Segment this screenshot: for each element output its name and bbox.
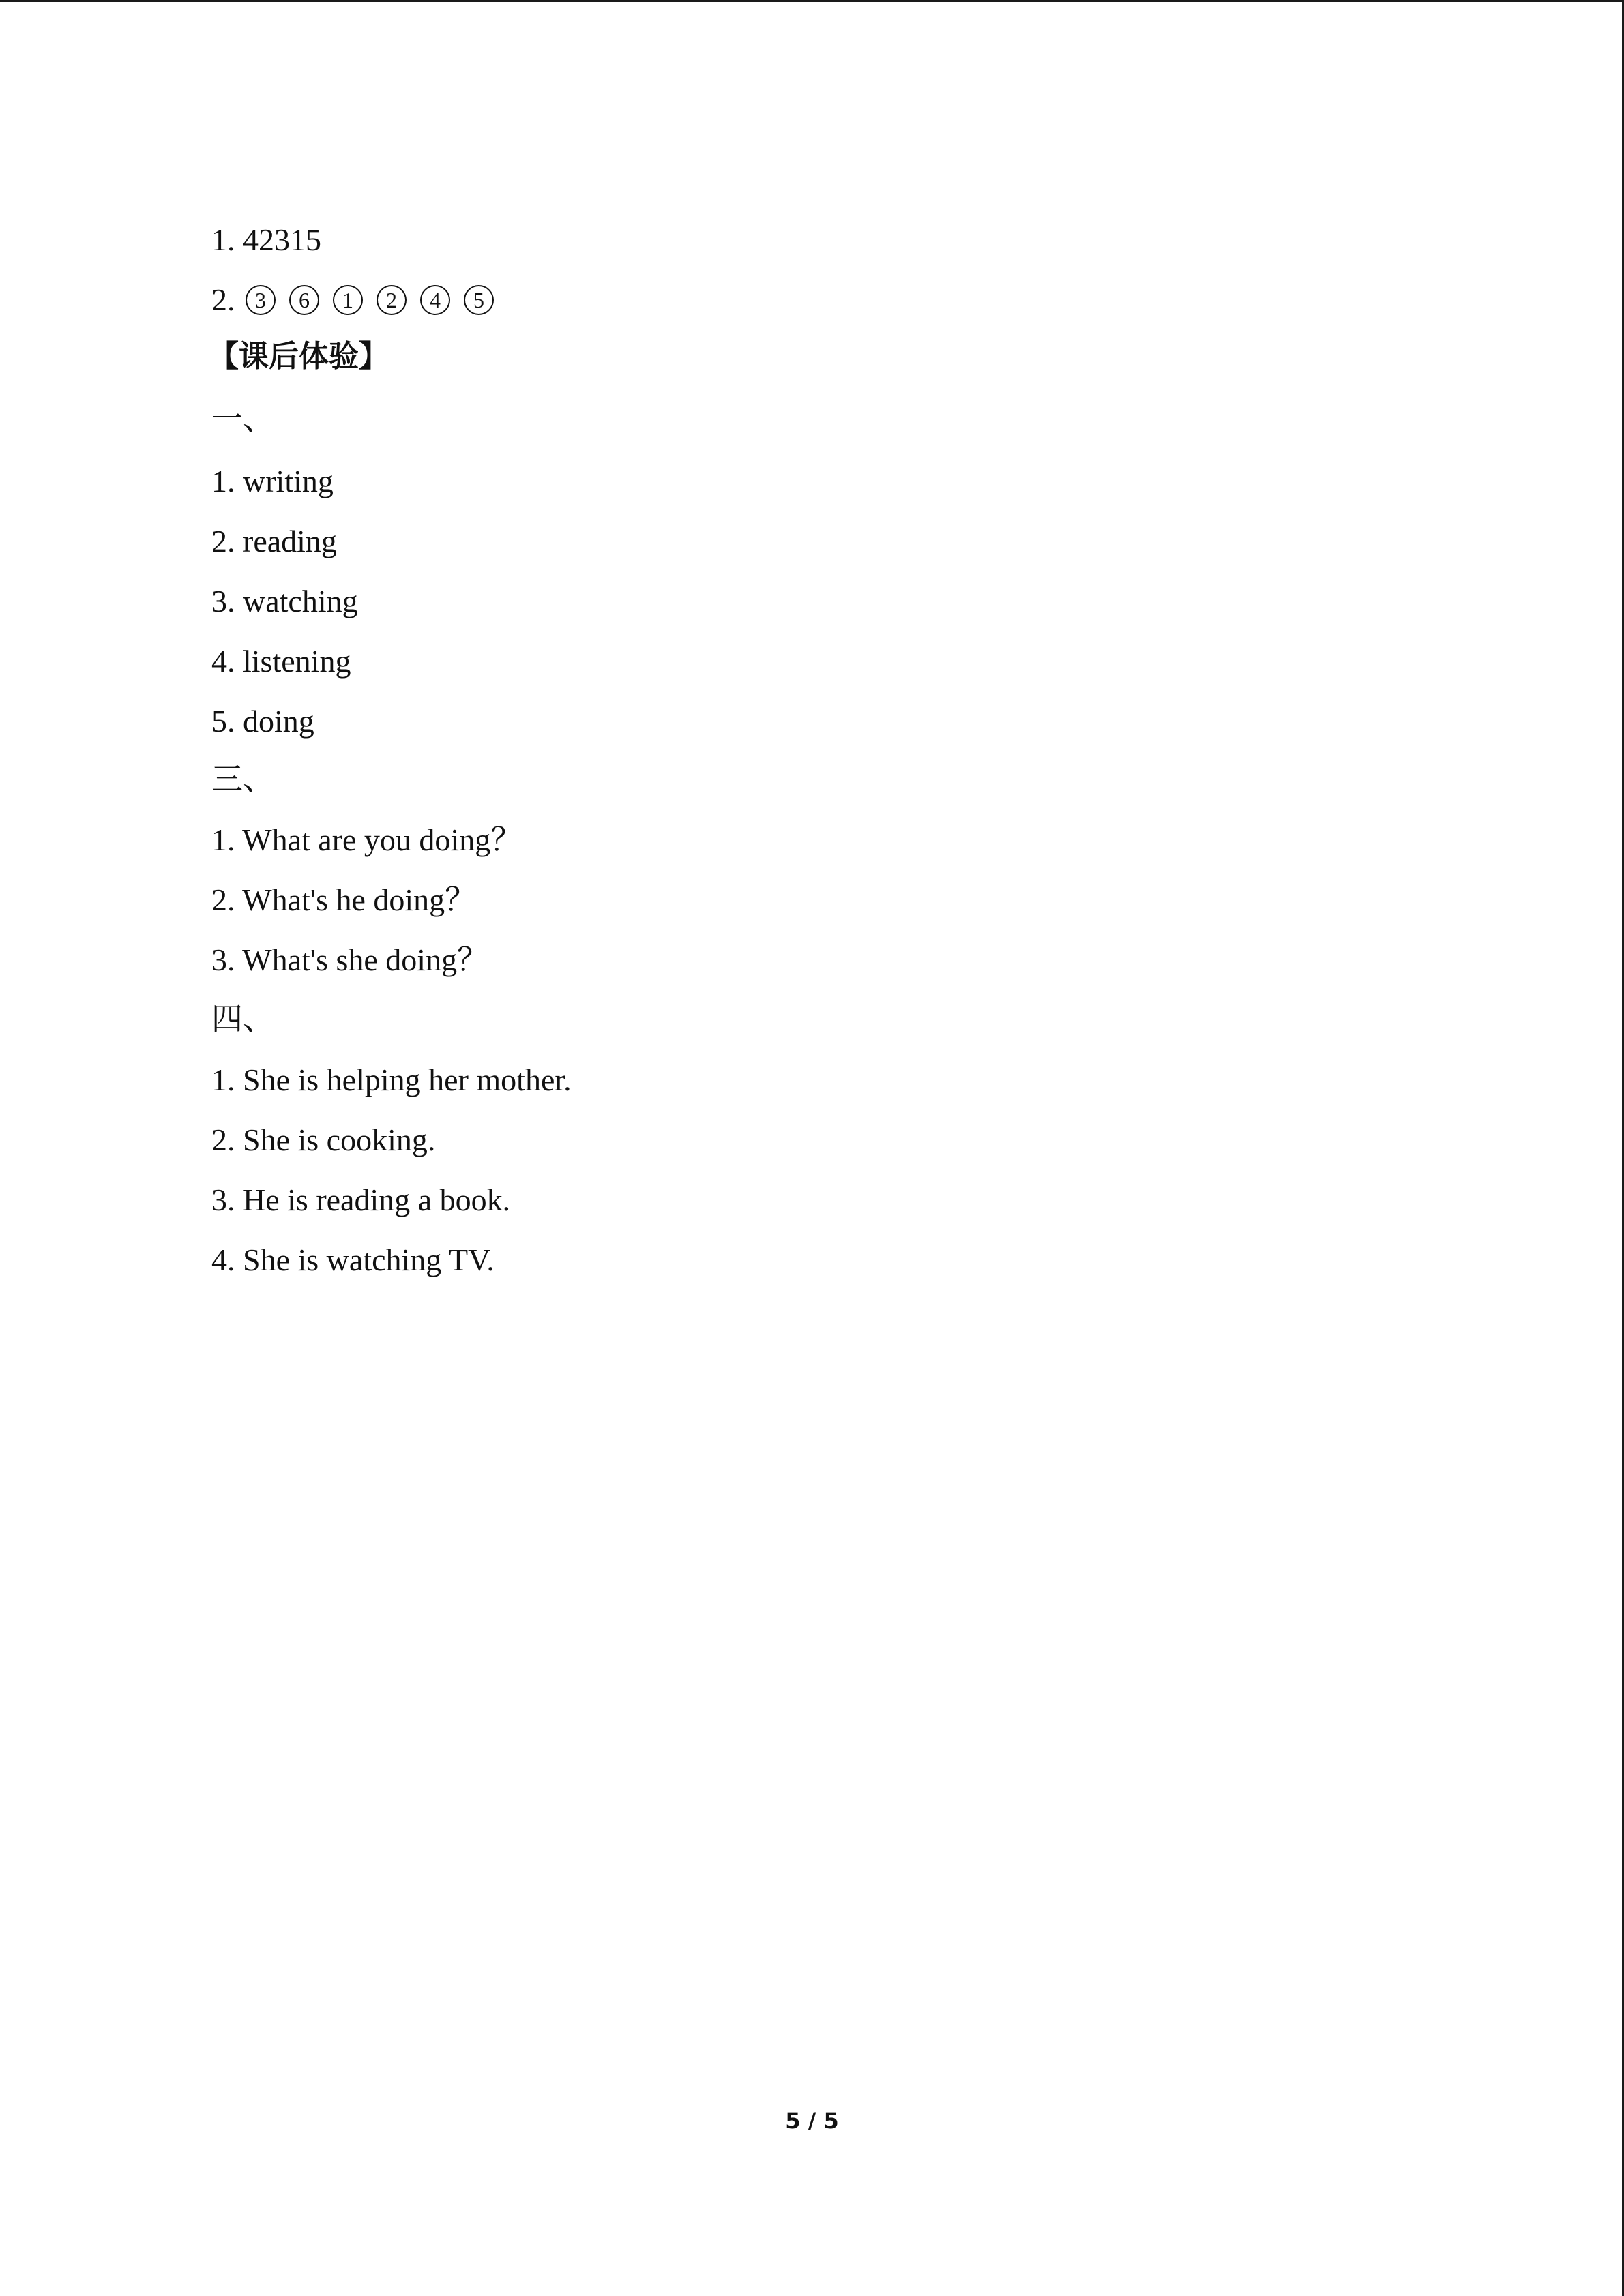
circled-number: 5 xyxy=(464,285,494,315)
circled-number: 1 xyxy=(333,285,363,315)
circled-number: 4 xyxy=(420,285,450,315)
page-number: 5 / 5 xyxy=(785,2108,839,2134)
list-item: 4. listening xyxy=(211,644,351,679)
list-item: 4. She is watching TV. xyxy=(211,1242,494,1277)
answer-line-1: 1. 42315 xyxy=(211,222,321,257)
circled-number: 2 xyxy=(377,285,407,315)
answer-line-2 xyxy=(211,284,507,318)
list-item: 2. What's he doing？ xyxy=(211,882,477,917)
list-item: 2. She is cooking. xyxy=(211,1122,436,1157)
list-item: 3. watching xyxy=(211,584,358,618)
answer-line-2-prefix: 2. xyxy=(211,282,235,317)
list-item: 1. writing xyxy=(211,464,334,498)
section-heading: 【课后体验】 xyxy=(209,339,389,374)
circled-number-list xyxy=(243,282,507,317)
list-item: 3. What's she doing？ xyxy=(211,942,489,977)
list-item: 1. What are you doing？ xyxy=(211,822,522,857)
list-item: 2. reading xyxy=(211,524,337,558)
section-marker-four: 四、 xyxy=(211,1000,274,1037)
circled-number: 6 xyxy=(289,285,319,315)
list-item: 5. doing xyxy=(211,704,314,739)
list-item: 1. She is helping her mother. xyxy=(211,1062,572,1097)
list-item: 3. He is reading a book. xyxy=(211,1182,511,1217)
circled-number: 3 xyxy=(246,285,276,315)
section-marker-three: 三、 xyxy=(211,760,274,797)
section-marker-one: 一、 xyxy=(211,400,274,437)
